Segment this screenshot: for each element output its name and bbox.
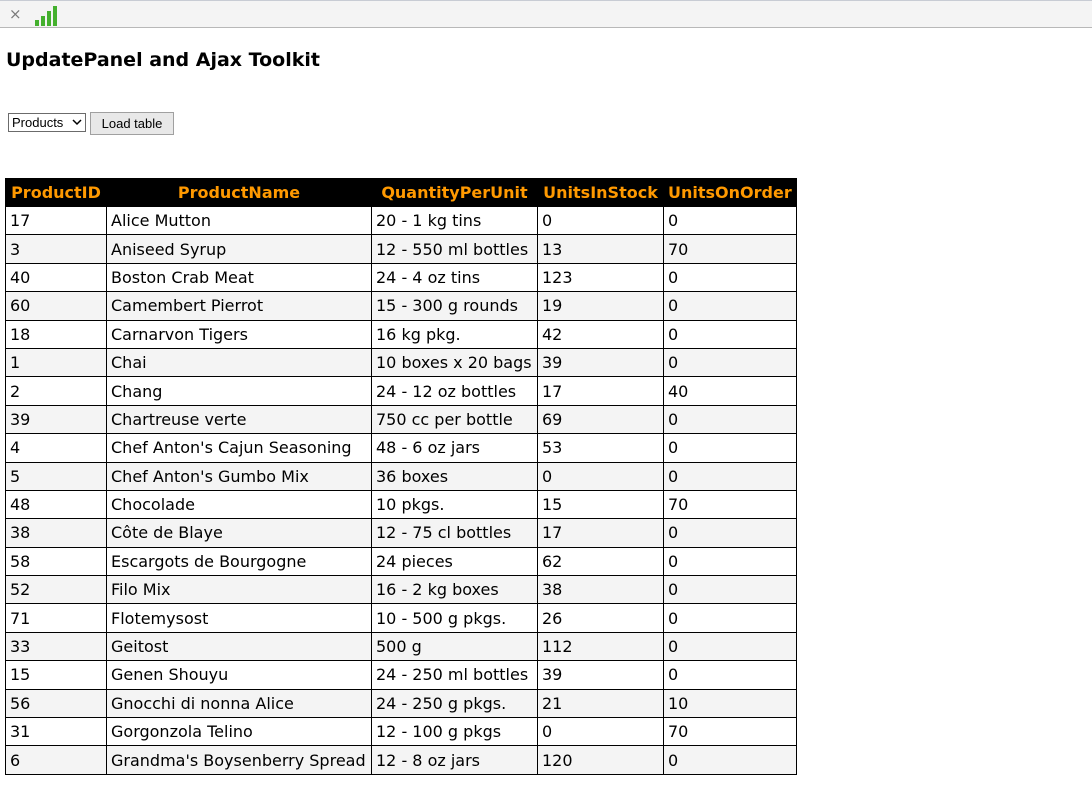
cell-productid: 2 bbox=[6, 377, 107, 405]
column-header-productname: ProductName bbox=[107, 179, 372, 207]
table-row bbox=[6, 263, 797, 291]
cell-unitsinstock: 17 bbox=[538, 377, 664, 405]
cell-productid: 6 bbox=[6, 746, 107, 774]
cell-unitsonorder: 0 bbox=[664, 263, 797, 291]
cell-quantityperunit: 24 - 250 g pkgs. bbox=[372, 689, 538, 717]
cell-quantityperunit: 10 boxes x 20 bags bbox=[372, 348, 538, 376]
cell-quantityperunit: 16 kg pkg. bbox=[372, 320, 538, 348]
table-row bbox=[6, 576, 797, 604]
cell-unitsonorder: 10 bbox=[664, 689, 797, 717]
cell-unitsinstock: 39 bbox=[538, 348, 664, 376]
table-select-value: Products bbox=[12, 115, 64, 130]
cell-unitsinstock: 53 bbox=[538, 434, 664, 462]
cell-unitsonorder: 0 bbox=[664, 320, 797, 348]
cell-productname: Côte de Blaye bbox=[107, 519, 372, 547]
table-select[interactable] bbox=[8, 113, 86, 132]
cell-productid: 38 bbox=[6, 519, 107, 547]
column-header-quantityperunit: QuantityPerUnit bbox=[372, 179, 538, 207]
cell-quantityperunit: 10 pkgs. bbox=[372, 490, 538, 518]
cell-productname: Carnarvon Tigers bbox=[107, 320, 372, 348]
cell-productid: 48 bbox=[6, 490, 107, 518]
cell-quantityperunit: 24 pieces bbox=[372, 547, 538, 575]
cell-quantityperunit: 36 boxes bbox=[372, 462, 538, 490]
cell-productname: Gnocchi di nonna Alice bbox=[107, 689, 372, 717]
cell-unitsonorder: 70 bbox=[664, 490, 797, 518]
cell-productname: Alice Mutton bbox=[107, 207, 372, 235]
load-table-button[interactable]: Load table bbox=[90, 112, 174, 135]
cell-productid: 60 bbox=[6, 292, 107, 320]
cell-quantityperunit: 24 - 4 oz tins bbox=[372, 263, 538, 291]
cell-quantityperunit: 20 - 1 kg tins bbox=[372, 207, 538, 235]
cell-unitsinstock: 112 bbox=[538, 632, 664, 660]
cell-productid: 58 bbox=[6, 547, 107, 575]
cell-productid: 4 bbox=[6, 434, 107, 462]
table-row bbox=[6, 746, 797, 774]
cell-productid: 71 bbox=[6, 604, 107, 632]
cell-productid: 31 bbox=[6, 718, 107, 746]
table-row bbox=[6, 348, 797, 376]
cell-unitsinstock: 21 bbox=[538, 689, 664, 717]
cell-productid: 17 bbox=[6, 207, 107, 235]
cell-quantityperunit: 12 - 550 ml bottles bbox=[372, 235, 538, 263]
column-header-unitsonorder: UnitsOnOrder bbox=[664, 179, 797, 207]
cell-quantityperunit: 750 cc per bottle bbox=[372, 405, 538, 433]
cell-unitsinstock: 39 bbox=[538, 661, 664, 689]
cell-unitsinstock: 26 bbox=[538, 604, 664, 632]
cell-productname: Chang bbox=[107, 377, 372, 405]
cell-unitsonorder: 0 bbox=[664, 405, 797, 433]
cell-unitsonorder: 0 bbox=[664, 632, 797, 660]
cell-productname: Chef Anton's Gumbo Mix bbox=[107, 462, 372, 490]
table-row bbox=[6, 632, 797, 660]
cell-quantityperunit: 12 - 8 oz jars bbox=[372, 746, 538, 774]
cell-unitsonorder: 0 bbox=[664, 547, 797, 575]
cell-unitsinstock: 38 bbox=[538, 576, 664, 604]
cell-quantityperunit: 15 - 300 g rounds bbox=[372, 292, 538, 320]
table-row bbox=[6, 207, 797, 235]
column-header-unitsinstock: UnitsInStock bbox=[538, 179, 664, 207]
cell-unitsonorder: 0 bbox=[664, 519, 797, 547]
cell-unitsinstock: 62 bbox=[538, 547, 664, 575]
table-row bbox=[6, 490, 797, 518]
table-row bbox=[6, 235, 797, 263]
table-row bbox=[6, 405, 797, 433]
cell-productid: 15 bbox=[6, 661, 107, 689]
table-row bbox=[6, 661, 797, 689]
cell-quantityperunit: 12 - 75 cl bottles bbox=[372, 519, 538, 547]
column-header-productid: ProductID bbox=[6, 179, 107, 207]
browser-toolbar bbox=[0, 0, 1092, 28]
cell-productname: Escargots de Bourgogne bbox=[107, 547, 372, 575]
cell-unitsonorder: 70 bbox=[664, 718, 797, 746]
cell-unitsinstock: 19 bbox=[538, 292, 664, 320]
cell-productname: Chocolade bbox=[107, 490, 372, 518]
cell-unitsinstock: 123 bbox=[538, 263, 664, 291]
cell-unitsonorder: 40 bbox=[664, 377, 797, 405]
products-table bbox=[5, 178, 797, 775]
cell-productname: Chef Anton's Cajun Seasoning bbox=[107, 434, 372, 462]
table-row bbox=[6, 718, 797, 746]
cell-unitsinstock: 15 bbox=[538, 490, 664, 518]
table-row bbox=[6, 292, 797, 320]
table-row bbox=[6, 434, 797, 462]
cell-unitsonorder: 0 bbox=[664, 462, 797, 490]
cell-quantityperunit: 24 - 250 ml bottles bbox=[372, 661, 538, 689]
table-row bbox=[6, 377, 797, 405]
cell-unitsinstock: 17 bbox=[538, 519, 664, 547]
cell-unitsinstock: 13 bbox=[538, 235, 664, 263]
cell-quantityperunit: 10 - 500 g pkgs. bbox=[372, 604, 538, 632]
cell-productname: Chartreuse verte bbox=[107, 405, 372, 433]
table-row bbox=[6, 519, 797, 547]
cell-unitsonorder: 0 bbox=[664, 661, 797, 689]
table-row bbox=[6, 320, 797, 348]
cell-productid: 1 bbox=[6, 348, 107, 376]
cell-productid: 33 bbox=[6, 632, 107, 660]
cell-productname: Grandma's Boysenberry Spread bbox=[107, 746, 372, 774]
cell-unitsonorder: 0 bbox=[664, 348, 797, 376]
table-row bbox=[6, 604, 797, 632]
cell-productname: Boston Crab Meat bbox=[107, 263, 372, 291]
signal-strength-icon bbox=[35, 6, 57, 26]
cell-productname: Gorgonzola Telino bbox=[107, 718, 372, 746]
cell-quantityperunit: 12 - 100 g pkgs bbox=[372, 718, 538, 746]
page-title: UpdatePanel and Ajax Toolkit bbox=[6, 49, 320, 71]
table-body bbox=[6, 207, 797, 775]
cell-productname: Genen Shouyu bbox=[107, 661, 372, 689]
table-row bbox=[6, 547, 797, 575]
cell-productname: Filo Mix bbox=[107, 576, 372, 604]
cell-productname: Aniseed Syrup bbox=[107, 235, 372, 263]
cell-unitsonorder: 0 bbox=[664, 292, 797, 320]
cell-unitsonorder: 70 bbox=[664, 235, 797, 263]
cell-quantityperunit: 24 - 12 oz bottles bbox=[372, 377, 538, 405]
cell-unitsonorder: 0 bbox=[664, 746, 797, 774]
table-header-row bbox=[6, 179, 797, 207]
cell-unitsinstock: 120 bbox=[538, 746, 664, 774]
table-row bbox=[6, 462, 797, 490]
cell-unitsinstock: 0 bbox=[538, 718, 664, 746]
cell-productname: Geitost bbox=[107, 632, 372, 660]
cell-productid: 18 bbox=[6, 320, 107, 348]
table-row bbox=[6, 689, 797, 717]
cell-quantityperunit: 48 - 6 oz jars bbox=[372, 434, 538, 462]
cell-unitsinstock: 42 bbox=[538, 320, 664, 348]
cell-quantityperunit: 16 - 2 kg boxes bbox=[372, 576, 538, 604]
cell-productid: 39 bbox=[6, 405, 107, 433]
cell-unitsonorder: 0 bbox=[664, 576, 797, 604]
cell-quantityperunit: 500 g bbox=[372, 632, 538, 660]
chevron-down-icon bbox=[72, 118, 82, 126]
cell-productname: Flotemysost bbox=[107, 604, 372, 632]
close-icon[interactable]: × bbox=[9, 5, 22, 23]
cell-productid: 3 bbox=[6, 235, 107, 263]
cell-unitsinstock: 69 bbox=[538, 405, 664, 433]
cell-productid: 5 bbox=[6, 462, 107, 490]
cell-unitsinstock: 0 bbox=[538, 462, 664, 490]
cell-productid: 56 bbox=[6, 689, 107, 717]
cell-productid: 52 bbox=[6, 576, 107, 604]
cell-unitsonorder: 0 bbox=[664, 604, 797, 632]
cell-unitsinstock: 0 bbox=[538, 207, 664, 235]
cell-productid: 40 bbox=[6, 263, 107, 291]
cell-productname: Camembert Pierrot bbox=[107, 292, 372, 320]
cell-unitsonorder: 0 bbox=[664, 434, 797, 462]
cell-unitsonorder: 0 bbox=[664, 207, 797, 235]
cell-productname: Chai bbox=[107, 348, 372, 376]
